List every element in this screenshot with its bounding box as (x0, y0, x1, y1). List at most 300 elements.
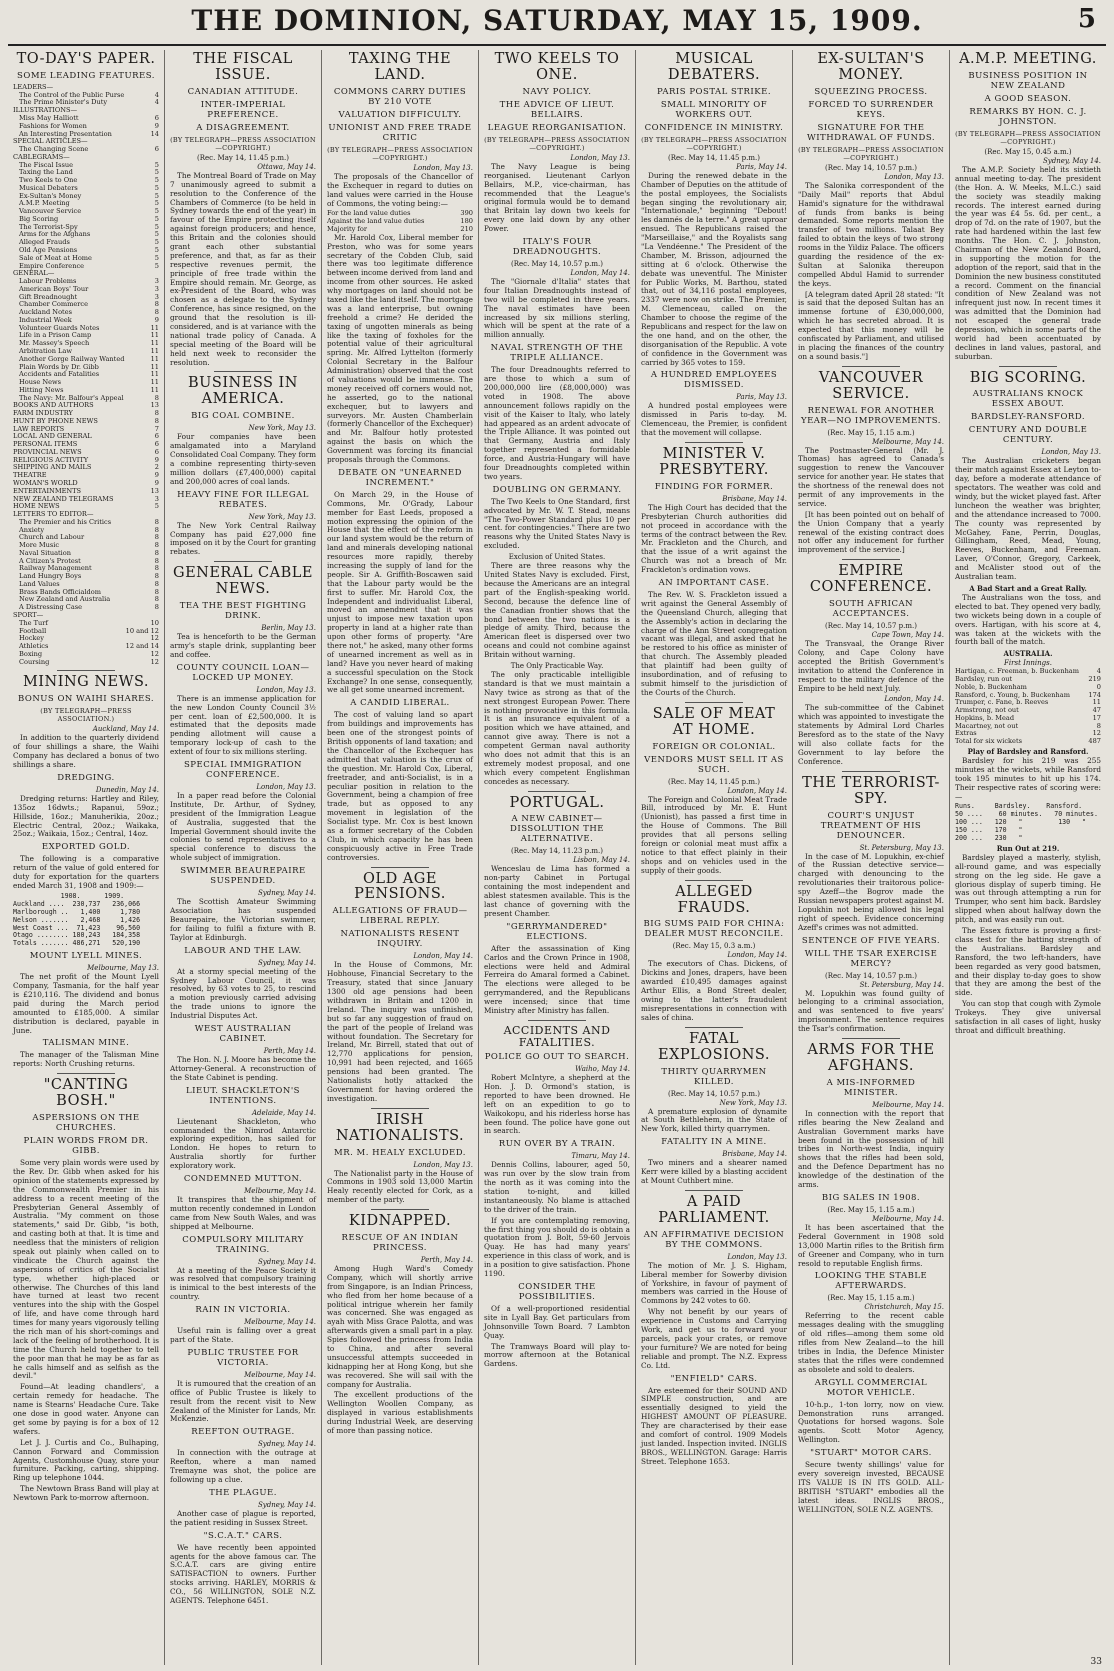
divider (214, 371, 272, 372)
article-text: The Two Keels to One Standard, first advocated by Mr. W. T. Stead, means "The Two-Power Standard plus 10 per cent. for contingencies." There are two reasons why the United States Navy is excluded. (484, 496, 630, 551)
contents-item-label: Volunteer Guards Notes (19, 323, 100, 332)
article-headline: IRISH NATIONALISTS. (335, 1111, 465, 1144)
article-subheading: SPECIAL IMMIGRATION CONFERENCE. (183, 760, 302, 781)
contents-item-label: Gift Breadnought (19, 292, 78, 301)
contents-item-page: 11 (150, 362, 159, 371)
contents-item-label: Hockey (19, 634, 45, 643)
contents-item-page: 11 (150, 378, 159, 387)
article-text: The motion of Mr. J. S. Higham, Liberal member for Sowerby division of Yorkshire, in favour of payment of members was carried in the House of Commons by 242 votes to 60. (641, 1260, 787, 1306)
contents-section-value: 5 (154, 502, 159, 511)
article-subheading: PARIS POSTAL STRIKE. (656, 86, 772, 97)
contents-item-page: 8 (154, 556, 159, 565)
article-text: The Nationalist party in the House of Commons in 1903 sold 13,000 Martin Healy recently elected for Cork, as a member of the party. (327, 1168, 473, 1205)
dateline: Sydney, May 14. (257, 1257, 316, 1266)
contents-section-label: RELIGIOUS ACTIVITY (13, 455, 89, 464)
article-subheading: RAIN IN VICTORIA. (195, 1305, 291, 1316)
scorecard-row-label: Macartney, not out (955, 721, 1019, 730)
contents-item-page: 11 (150, 331, 159, 340)
article-text: On March 29, in the House of Commons, Mr. O'Grady, Labour member for East Leeds, proposed a motion expressing the opinion of the House that the effect of the reform in our land system would be the return of land and minerals developing national resources more rapidly, thereby increasing the supply of land for the people. Sir A. Griffith-Boscawen said that the Labour party would be the first to suffer. Mr. Harold Cox, the Independent and individualist Liberal, moved an amendment that it was unjust to impose new taxation upon property in land at a higher rate than upon other forms of property. "Are there not," he asked, many other forms of unearned increment as well as in land? Have you never heard of making a successful speculation on the Stock Exchange? In one sense, consequently, we all get some unearned increment. (327, 489, 473, 695)
dateline: Adelaide, May 14. (251, 1108, 316, 1117)
contents-item (13, 659, 159, 667)
divider (57, 670, 115, 671)
article-subheading: A HUNDRED EMPLOYEES DISMISSED. (650, 370, 778, 391)
article-subheading: Exclusion of United States. (508, 553, 606, 562)
article-text: The net profit of the Mount Lyell Company, Tasmania, for the half year is £210,116. The dividend and bonus paid during the March period amounted to £185,000. A similar distribution is declared, payable in June. (13, 972, 159, 1035)
contents-item-page: 8 (154, 572, 159, 581)
article-subheading: AN AFFIRMATIVE DECISION BY THE COMMONS. (643, 1229, 785, 1250)
received-stamp: (Rec. May 15, 0.45 a.m.) (984, 147, 1072, 156)
contents-item-page: 3 (154, 277, 159, 286)
contents-item-label: Sale of Meat at Home (19, 253, 92, 262)
dateline: Ottawa, May 14. (257, 162, 316, 171)
scorecard-row-label: Hartigan, c. Freeman, b. Buckenham (955, 667, 1079, 676)
mining-story-heading: TALISMAN MINE. (42, 1038, 130, 1049)
dateline: Melbourne, May 14. (872, 1100, 944, 1109)
contents-item-page: 8 (154, 300, 159, 309)
received-stamp: (Rec. May 14, 11.45 p.m.) (668, 777, 760, 786)
article-subheading: MR. M. HEALY EXCLUDED. (334, 1147, 466, 1158)
article-headline: ACCIDENTS AND FATALITIES. (503, 1023, 611, 1050)
scorecard-row-value: 487 (1088, 737, 1101, 746)
page-number: 5 (1077, 4, 1096, 34)
article-text: In the case of M. Lopukhin, ex-chief of the Russian detective service—charged with denouncing to the revolutionaries their traitorous police-spy Azeff—the Bogrov made the Russian newspapers protest against M. Lopukhin not being allowed his legal right of speech. Evidence concerning Azeff's crimes was not admitted. (798, 851, 944, 932)
advertisement-heading: "ENFIELD" CARS. (670, 1373, 758, 1384)
scorecard-row-value: 11 (1092, 698, 1101, 707)
contents-item-label: The Terrorist-Spy (19, 222, 78, 231)
article-headline: THE FISCAL ISSUE. (193, 51, 293, 83)
contents-item-page: 3 (154, 284, 159, 293)
contents-item-label: Church and Labour (19, 533, 85, 542)
contents-item-page: 5 (154, 238, 159, 247)
contents-section-label: THEATRE (13, 471, 47, 480)
article-subheading: DEBATE ON "UNEARNED INCREMENT." (338, 467, 462, 488)
contents-item-label: Football (19, 626, 47, 635)
column-music (635, 50, 792, 1665)
article-subheading: A Bad Start and a Great Rally. (969, 583, 1087, 593)
contents-item-page: 11 (150, 370, 159, 379)
contents-item-label: Life in a Prison Camp (19, 331, 92, 340)
contents-item-page: 5 (154, 168, 159, 177)
rate-table-row: 50 .... 60 minutes. 70 minutes. (955, 810, 1098, 819)
divider (371, 1209, 429, 1210)
received-stamp: (Rec. May 14, 11.23 p.m.) (511, 847, 603, 856)
article-text: The Australians won the toss, and elected to bat. They opened very badly, two wickets being down in a couple of overs. Hartigan, with his score at 4, was taken at the wickets with the fourth ball of the match. (955, 592, 1101, 647)
contents-section-head: SPECIAL ARTICLES— (13, 137, 88, 146)
received-stamp: (Rec. May 14, 10.57 p.m.) (825, 163, 917, 172)
article-subheading: A CANDID LIBERAL. (350, 698, 450, 709)
article-headline: "CANTING BOSH." (43, 1077, 129, 1110)
contents-item-label: The Prime Minister's Duty (19, 98, 108, 107)
dateline: London, May 14. (413, 952, 473, 961)
divider (528, 1020, 586, 1021)
contents-section-value: 2 (154, 463, 159, 472)
article-text: The Salonika correspondent of the "Daily Mail" reports that Abdul Hamid's signature for the withdrawal of funds from banks is being demanded. Some reports mention the transfer of two millions. Talaat Bey failed to obtain the keys of two strong rooms in the Yildiz Palace. The officers guarding the residence of the ex-Sultan at Salonika thereupon compelled Abdul Hamid to surrender the keys. (798, 180, 944, 288)
article-subheading: NAVY POLICY. (522, 86, 592, 97)
scorecard-row-label: Extras (955, 729, 977, 738)
columns (8, 50, 1106, 1665)
divider (842, 366, 900, 367)
contents-item-page: 5 (154, 230, 159, 239)
masthead-title: THE DOMINION, SATURDAY, MAY 15, 1909. (191, 4, 923, 37)
dateline: St. Petersburg, May 13. (859, 843, 944, 852)
contents-item-page: 5 (154, 176, 159, 185)
contents-item-page: 5 (154, 191, 159, 200)
article-text: At a stormy special meeting of the Sydney Labour Council, it was resolved, by 63 votes to 25, to rescind a motion previously carried advising the trade unions to ignore the Industrial Disputes Act. (170, 966, 316, 1021)
dateline: Dunedin, May 14. (95, 785, 159, 794)
contents-item-label: Ex-Sultan's Money (19, 191, 82, 200)
dateline: Sydney, May 14. (257, 1440, 316, 1449)
received-stamp: (Rec. May 15, 1.15 a.m.) (827, 1205, 915, 1214)
contents-item-label: An Interesting Presentation (19, 129, 112, 138)
scorecard (955, 668, 1101, 746)
article-subheading: THE ADVICE OF LIEUT. BELLAIRS. (499, 99, 615, 120)
contents-item-label: Two Keels to One (19, 176, 78, 185)
article-subheading: NAVAL STRENGTH OF THE TRIPLE ALLIANCE. (490, 343, 624, 364)
article-subheading: COUNTY COUNCIL LOAN—LOCKED UP MONEY. (176, 662, 310, 683)
article-headline: VANCOUVER SERVICE. (818, 369, 924, 402)
gold-table-row: Otago ........ 180,243 184,358 (13, 931, 141, 940)
dateline: Melbourne, May 14. (244, 1186, 316, 1195)
article-text: The following is a comparative return of the value of gold entered for duty for exportation for the quarters ended March 31, 1908 and 1909:— (13, 854, 159, 890)
article-subheading: FORCED TO SURRENDER KEYS. (808, 99, 934, 120)
article-headline: TAXING THE LAND. (348, 51, 452, 83)
dateline: Melbourne, May 14. (244, 1370, 316, 1379)
dateline: Brisbane, May 14. (722, 1150, 787, 1159)
gold-table-row: West Coast ... 71,423 96,560 (13, 923, 141, 932)
article-headline: A PAID PARLIAMENT. (658, 1193, 770, 1226)
contents-item-page: 5 (154, 183, 159, 192)
rate-table-row: 100 ... 120 " 130 " (955, 818, 1087, 827)
article-text: The cost of valuing land so apart from buildings and improvements has been one of the strongest points of British opponents of land taxation; and the Chancellor of the Exchequer has admitted that valuation is the crux of the question. Mr. Harold Cox, Liberal, freetrader, and anti-Socialist, is in a peculiar position in relation to the Government, being a champion of free trade, but as opposed to any movement in legislation of the Socialist type. Mr. Cox is best known as a former secretary of the Cobden Club, in which capacity he has been conspicuously active in Free Trade controversies. (327, 710, 473, 862)
received-stamp: (Rec. May 14, 11.45 p.m.) (668, 153, 760, 162)
contents-item-label: Taxing the Land (19, 168, 73, 177)
article-subheading: COURT'S UNJUST TREATMENT OF HIS DENOUNCER. (820, 810, 922, 841)
article-subheading: RUN OVER BY A TRAIN. (498, 1139, 616, 1150)
contents-item-page: 11 (150, 346, 159, 355)
contents-section-head: ILLUSTRATIONS— (13, 106, 78, 115)
article-text: It is rumoured that the creation of an office of Public Trustee is likely to result from the recent visit to New Zealand of the Minister for Lands, Mr. McKenzie. (170, 1378, 316, 1424)
article-subheading: WEST AUSTRALIAN CABINET. (194, 1023, 292, 1044)
article-text: [A telegram dated April 28 stated: "It is said that the deposed Sultan has an immense fortune of £30,000,000, which he has secreted abroad. It is expected that this money will be confiscated by Parliament, and utilised in placing the finances of the country on a sound basis."] (798, 289, 944, 361)
contents-section-head: CABLEGRAMS— (13, 152, 70, 161)
scorecard-row-value: 17 (1092, 713, 1101, 722)
dateline: Sydney, May 14. (257, 889, 316, 898)
advertisement-text: If you are contemplating removing, the first thing you should do is obtain a quotation from J. Bolt, 59-60 Jervois Quay. He has had many years' experience in this class of work, and is in a position to give satisfaction. Phone 1190. (484, 1215, 630, 1279)
article-subheading: RENEWAL FOR ANOTHER YEAR—NO IMPROVEMENTS. (800, 405, 942, 426)
contents-item-page: 8 (154, 308, 159, 317)
contents-item-label: Mr. Massey's Speech (19, 339, 90, 348)
contents-item-label: Brass Bands Officialdom (19, 587, 102, 596)
divider (214, 561, 272, 562)
contents-item-page: 8 (154, 517, 159, 526)
article-text: It transpires that the shipment of mutton recently condemned in London came from New South Wales, and was shipped at Melbourne. (170, 1194, 316, 1231)
contents-section-value: 6 (154, 432, 159, 441)
contents-item-page: 8 (154, 587, 159, 596)
article-headline: ARMS FOR THE AFGHANS. (807, 1042, 935, 1074)
contents-item-label: Coursing (19, 657, 50, 666)
dateline: London, May 13. (256, 685, 316, 694)
dateline: Sydney, May 14. (1042, 156, 1101, 165)
contents-item-page: 8 (154, 525, 159, 534)
article-text: The four Dreadnoughts referred to are those to which a sum of 200,000,000 lire (£8,000,000) was voted in 1908. The above announcement follows rapidly on the visit of the Kaiser to Italy, who lately had appeared as an ardent advocate of the Triple Alliance. It was pointed out that Germany, Austria and Italy together represented a formidable force, and Austria-Hungary will have four Dreadnoughts completed within two years. (484, 365, 630, 481)
article-subheading: WILL THE TSAR EXERCISE MERCY? (804, 948, 938, 969)
article-subheading: CENTURY AND DOUBLE CENTURY. (968, 425, 1088, 446)
contents-item-label: A.M.P. Meeting (19, 199, 70, 208)
article-subheading: Run Out at 219. (996, 843, 1060, 853)
article-text: The Rev. W. S. Frackleton issued a writ against the General Assembly of the Queensland Church, alleging that the Assembly's action in declaring the charge of the Ann Street congregation vacant was illegal, and asked that he be restored to his office as minister of that church. The Assembly pleaded that plaintiff had been guilty of insubordination, and of refusing to submit himself to the jurisdiction of the Courts of the Church. (641, 590, 787, 697)
contents-item-label: Land Hungry Boys (19, 572, 82, 581)
contents-section-head: GENERAL— (13, 269, 55, 278)
article-text: Tea is henceforth to be the German army's staple drink, supplanting beer and coffee. (170, 632, 316, 659)
contents-item-page: 12 (150, 657, 159, 666)
article-subheading: CONFIDENCE IN MINISTRY. (644, 122, 784, 133)
contents-section-label: LOCAL AND GENERAL (13, 432, 92, 441)
advertisement-text: Are esteemed for their SOUND AND SIMPLE construction, and are essentially designed to yield the HIGHEST AMOUNT OF PLEASURE. They are characterised by their ease and comfort of control. 1909 Models just landed. Inspection invited. INGLIS BROS., WELLINGTON. Garage: Harris Street. Telephone 1653. (641, 1385, 787, 1466)
dateline: New York, May 13. (248, 424, 316, 433)
received-stamp: (Rec. May 14, 11.45 p.m.) (197, 153, 289, 162)
contents-item-label: More Music (19, 541, 60, 550)
advertisement-heading: ARGYLL COMMERCIAL MOTOR VEHICLE. (814, 1377, 928, 1398)
masthead-rule (8, 44, 1106, 46)
article-subheading: COMPULSORY MILITARY TRAINING. (182, 1234, 304, 1255)
article-subheading: SMALL MINORITY OF WORKERS OUT. (660, 99, 768, 120)
article-text: The Newtown Brass Band will play at Newtown Park to-morrow afternoon. (13, 1484, 159, 1503)
scorecard-row-value: 219 (1088, 675, 1101, 684)
contents-item-label: The Control of the Public Purse (19, 90, 125, 99)
article-text: In a paper read before the Colonial Institute, Dr. Arthur, of Sydney, president of the Immigration League of Australia, suggested that the Imperial Government should invite the colonies to send representatives to a special conference to discuss the whole subject of immigration. (170, 791, 316, 863)
rate-table (955, 811, 1101, 843)
scorecard-title: AUSTRALIA. (1003, 649, 1053, 659)
contents-item-page: 10 (150, 618, 159, 627)
scorecard-row-label: Trumper, c. Fane, b. Reeves (955, 698, 1049, 707)
contents-item-label: Empire Conference (19, 261, 85, 270)
article-subheading: PLAIN WORDS FROM DR. GIBB. (23, 1136, 149, 1157)
dateline: New York, May 13. (719, 1098, 787, 1107)
article-subheading: UNIONIST AND FREE TRADE CRITIC (328, 122, 472, 143)
article-text: Referring to the recent cable messages dealing with the smuggling of old rifles—among them some old rifles from New Zealand—to the hill tribes in India, the Defence Minister states that the rifles were condemned as obsolete and sold to dealers. (798, 1311, 944, 1374)
received-stamp: (Rec. May 14, 10.57 p.m.) (511, 260, 603, 268)
mining-title: MINING NEWS. (22, 674, 150, 691)
divider (842, 1038, 900, 1039)
article-subheading: SENTENCE OF FIVE YEARS. (801, 935, 941, 946)
article-text: A hundred postal employees were dismissed in Paris to-day. M. Clemenceau, the Premier, is confident that the movement will collapse. (641, 401, 787, 438)
contents-item-label: A Distressing Case (19, 603, 83, 612)
contents-item-label: Accidents and Fatalities (19, 370, 100, 379)
article-subheading: HEAVY FINE FOR ILLEGAL REBATES. (177, 489, 309, 510)
dateline: London, May 13. (570, 153, 630, 162)
article-subheading: BIG COAL COMBINE. (191, 411, 295, 422)
contents-item-label: Labour Problems (19, 277, 77, 286)
contents-item-page: 8 (154, 548, 159, 557)
vote-row-value: 210 (460, 224, 473, 233)
contents-item-label: Land Values (19, 579, 60, 588)
article-subheading: TEA THE BEST FIGHTING DRINK. (179, 601, 307, 622)
contents-item-page: 6 (154, 145, 159, 154)
contents-section-label: WOMAN'S WORLD (13, 478, 78, 487)
scorecard-row-label: Noble, b. Buckenham (955, 682, 1027, 691)
dateline: Melbourne, May 13. (87, 964, 159, 973)
contents-item-label: Miss May Halliott (19, 114, 79, 122)
contents-item-page: 12 (150, 634, 159, 643)
dateline: St. Petersburg, May 14. (859, 980, 944, 989)
article-headline: OLD AGE PENSIONS. (354, 870, 446, 903)
dateline: Melbourne, May 14. (244, 1318, 316, 1327)
article-text: Dennis Collins, labourer, aged 50, was run over by the slow train from the north as it was coming into the station to-night, and killed instantaneously. No blame is attached to the driver of the train. (484, 1160, 630, 1214)
article-text: The proposals of the Chancellor of the Exchequer in regard to duties on land values were carried in the House of Commons, the voting being:— (327, 171, 473, 208)
article-subheading: SOUTH AFRICAN ACCEPTANCES. (828, 599, 914, 620)
article-text: The manager of the Talisman Mine reports: North Crushing returns. (13, 1050, 159, 1069)
contents-item-page: 12 (150, 649, 159, 658)
article-text: It has been ascertained that the Federal Government in 1908 sold 13,000 Martin rifles to the British firm of Greener and Company, who in turn resold to reputable English firms. (798, 1222, 944, 1268)
article-subheading: A NEW CABINET—DISSOLUTION THE ALTERNATIVE. (510, 814, 604, 845)
article-text: Mr. Harold Cox, Liberal member for Preston, who was for some years secretary of the Cobden Club, said there was too legitimate difference between income derived from land and income from other sources. He asked why mortgages on land should not be taxed like the land itself. The mortgage was a land enterprise, but owning freehold a crime? He derided the taxing of ungotten minerals as being like the taxing of foxholes for the potential value of their agricultural spring. Mr. Alfred Lyttelton (formerly Colonial Secretary in the Balfour Administration) observed that the cost of valuations would be immense. The money received off corners would not, he asserted, go to the national exchequer, but to lawyers and surveyors. Mr. Austen Chamberlain (formerly Chancellor of the Exchequer) and Mr. Balfour hotly protested against the basis on which the Government was forcing its financial proposals through the Commons. (327, 232, 473, 464)
contents-item-page: 4 (154, 90, 159, 99)
contents-item-page: 4 (154, 98, 159, 107)
article-text: M. Lopukhin was found guilty of belonging to a criminal association, and was sentenced to five years' imprisonment. The sentence requires the Tsar's confirmation. (798, 988, 944, 1034)
divider (371, 1108, 429, 1109)
column-land (321, 50, 478, 1665)
mining-story-heading: DREDGING. (57, 772, 115, 783)
article-text: Another case of plague is reported, the patient residing in Sussex Street. (170, 1508, 316, 1527)
article-subheading: LOOKING THE STABLE AFTERWARDS. (814, 1271, 928, 1292)
contents-item-page: 9 (154, 315, 159, 324)
article-text: The Tramways Board will play to-morrow afternoon at the Botanical Gardens. (484, 1341, 630, 1369)
advertisement-heading: "S.C.A.T." CARS. (203, 1530, 283, 1541)
contents-subtitle: SOME LEADING FEATURES. (17, 70, 155, 81)
dateline: London, May 13. (1041, 448, 1101, 457)
byline: (BY TELEGRAPH—PRESS ASSOCIATION—COPYRIGHT.) (327, 145, 473, 162)
rate-table-row: 200 ... 230 " (955, 834, 1023, 843)
gold-table-row: Nelson ....... 2,468 1,426 (13, 915, 141, 924)
contents-item-label: Arms for the Afghans (19, 230, 91, 239)
divider (685, 880, 743, 881)
contents-item-label: The Changing Scene (19, 145, 89, 154)
article-subheading: LIEUT. SHACKLETON'S INTENTIONS. (185, 1085, 300, 1106)
divider (685, 1190, 743, 1191)
article-subheading: SIGNATURE FOR THE WITHDRAWAL OF FUNDS. (806, 122, 936, 143)
rate-table-row: 150 ... 170 " (955, 826, 1023, 835)
contents-item-label: Arbitration Law (19, 346, 73, 355)
contents-item-label: Alleged Frauds (19, 238, 70, 247)
contents-item-page: 11 (150, 339, 159, 348)
contents-section-label: LAW REPORTS (13, 424, 65, 433)
article-text: There are three reasons why the United States Navy is excluded. First, because the Americans are an integral part of the English-speaking world. Second, because the defence line of the Canadian frontier shows that the bond between the two nations is a pledge of amity. Third, because the American fleet is dispersed over two oceans and could not combine against Britain without warning. (484, 561, 630, 660)
contents-section-label: PROVINCIAL NEWS (13, 447, 82, 456)
dateline: Sydney, May 14. (257, 1500, 316, 1509)
article-subheading: LABOUR AND THE LAW. (184, 945, 302, 956)
divider (842, 559, 900, 560)
article-subheading: ALLEGATIONS OF FRAUD—LIBERAL REPLY. (332, 906, 468, 927)
divider (685, 1027, 743, 1028)
article-subheading: BUSINESS POSITION IN NEW ZEALAND (968, 70, 1088, 91)
dateline: London, May 14. (727, 786, 787, 795)
gold-table-row: Marlborough .. 1,400 1,780 (13, 907, 141, 916)
contents-section-label: HUNT BY PHONE NEWS (13, 416, 98, 425)
advertisement-text: We have recently been appointed agents for the above famous car. The S.C.A.T. cars are giving entire SATISFACTION to owners. Further stocks arriving. HARLEY, MORRIS & CO., 56 WILLINGTON, SOLE N.Z. AGENTS. Telephone 6451. (170, 1542, 316, 1606)
corner-mark: 33 (1090, 1657, 1102, 1667)
contents-item-label: Naval Situation (19, 548, 71, 557)
dateline: Waiho, May 14. (575, 1065, 630, 1074)
contents-section-head: LEADERS— (13, 82, 54, 91)
contents-item-page: 12 and 14 (125, 642, 159, 651)
article-subheading: DOUBLING ON GERMANY. (492, 484, 622, 495)
contents-item-label: Anxiety (19, 525, 45, 534)
divider (371, 867, 429, 868)
contents-item-label: Athletics (19, 642, 49, 651)
scorecard-row-label: Armstrong, not out (955, 706, 1019, 715)
article-subheading: FOREIGN OR COLONIAL. (652, 741, 776, 752)
advertisement-text: Secure twenty shillings' value for every sovereign invested, BECAUSE ITS VALUE IS IN ITS GOLD. ALL-BRITISH "STUART" embodies all the latest ideas. INGLIS BROS., WELLINGTON, SOLE N.Z. AGENTS. (798, 1460, 944, 1514)
scorecard-row-label: Hopkins, b. Mead (955, 713, 1015, 722)
article-text: Four companies have been amalgamated into a Maryland Consolidated Coal Company. They form a combine representing thirty-seven million dollars (£7,400,000) capital and 200,000 acres of coal lands. (170, 432, 316, 486)
article-headline: MINISTER V. PRESBYTERY. (659, 446, 769, 478)
article-text: Let J. J. Curtis and Co., Bulhaping, Cannon Forward and Commission Agents, Customhouse Quay, store your furniture. Packing, carting, shipping. Ring up telephone 1044. (13, 1437, 159, 1483)
article-text: Bardsley for his 219 was 255 minutes at the wickets, while Ransford took 195 minutes to hit up his 174. Their respective rates of scoring were:— (955, 755, 1101, 801)
gold-table (13, 901, 159, 948)
divider (57, 1073, 115, 1074)
dateline: London, May 13. (256, 783, 316, 792)
contents-item-label: Vancouver Service (19, 207, 82, 216)
article-subheading: VALUATION DIFFICULTY. (338, 109, 462, 120)
article-headline: BUSINESS IN AMERICA. (188, 375, 298, 408)
article-subheading: "GERRYMANDERED" ELECTIONS. (506, 921, 608, 942)
article-subheading: COMMONS CARRY DUTIES BY 210 VOTE (333, 86, 467, 107)
vote-row-label: For the land value duties (327, 209, 411, 218)
article-text: The Essex fixture is proving a first-class test for the batting strength of the Australians. Bardsley and Ransford, the two left-handers, have been regarded as very good batsmen, and their display to-day goes to show that they are among the best of the side. (955, 926, 1101, 998)
article-text: The A.M.P. Society held its sixtieth annual meeting to-day. The president (the Hon. A. W. Meeks, M.L.C.) said the society was steadily making records. The interest earned during the year was £4 5s. 6d. per cent., a drop of 7d. on the rate of 1907, but the rate had hardened within the last few months. The Hon. C. J. Johnston, Chairman of the New Zealand Board, in supporting the motion for the adoption of the report, said that in the Dominion the new business constituted a record. Comment on the financial condition of New Zealand was not infrequent just now. In recent times it was admitted that the Dominion had not escaped the general trade depression, which in some parts of the world had been accentuated by declines in land values, pastoral, and suburban. (955, 164, 1101, 361)
article-subheading: The Only Practicable Way. (510, 661, 604, 670)
article-subheading: CONDEMNED MUTTON. (183, 1173, 303, 1184)
article-text: The New York Central Railway Company has paid £27,000 fine imposed on it by the Court for granting rebates. (170, 520, 316, 557)
article-text: The Foreign and Colonial Meat Trade Bill, introduced by Mr. E. Hunt (Unionist), has passed a first time in the House of Commons. The Bill provides that all persons selling foreign or colonial meat must affix a notice to that effect plainly in their shops and on vehicles used in the supply of their goods. (641, 794, 787, 875)
article-text: Some very plain words were used by the Rev. Dr. Gibb when asked for his opinion of the statements expressed by the Commonwealth Premier in his address to a recent meeting of the Presbyterian General Assembly of Australia. "My comment on those statements," said Dr. Gibb, "is both, and casting both at that. It is time and needless that the ministers of religion speak out plainly when called on to vindicate the Church against the aspersions of critics of the Socialist type, whether high-placed or otherwise. The Churches of this land have turned at least two recent ventures into the ship with the Gospel of life, and have come through hard times for many years vigorously telling the rich man of his short-comings and lack of the feeling of brotherhood. It is time the Church held together to tell the poor man that he may be as far as he calls himself and as selfish as the devil." (13, 1158, 159, 1381)
dateline: Paris, May 14. (736, 162, 787, 171)
dateline: London, May 14. (884, 695, 944, 704)
contents-item-page: 11 (150, 323, 159, 332)
contents-item-label: Industrial Week (19, 315, 72, 324)
contents-section-value: 8 (154, 409, 159, 418)
article-text: The only practicable intelligible standard is that we must maintain a Navy twice as strong as that of the next strongest European Power. There is nothing provocative in this formula. It is an insurance equivalent of a position which we have attained, and cannot give away. There is not a competent German naval authority who does not admit that this is an extremely modest proposal, and one which every competent Englishman concedes as necessary. (484, 669, 630, 786)
dateline: London, May 14. (727, 951, 787, 960)
contents-section-value: 13 (150, 486, 159, 495)
contents-item-page: 8 (154, 541, 159, 550)
article-text: The Hon. N. J. Moore has become the Attorney-General. A reconstruction of the State Cabinet is pending. (170, 1054, 316, 1082)
article-text: Among Hugh Ward's Comedy Company, which will shortly arrive from Singapore, is an Indian Princess, who fled from her home because of a political intrigue wherein her family was concerned. She was engaged as ayah with Miss Grace Palotta, and was afterwards given a small part in a play. Spies followed the princess from India to China, and after several unsuccessful attempts succeeded in kidnapping her at Hong Kong, but she was recovered. She will sail with the company for Australia. (327, 1264, 473, 1389)
scorecard-row-value: 8 (1096, 721, 1101, 730)
article-text: The excellent productions of the Wellington Woollen Company, as displayed in various establishments during Industrial Week, are deserving of more than passing notice. (327, 1390, 473, 1436)
article-text: The executors of Chas. Dickens, of Dickins and Jones, drapers, have been awarded £10,495 damages against Arthur Ellis, a Bond Street dealer, owing to the latter's fraudulent misrepresentations in connection with sales of china. (641, 959, 787, 1022)
contents-item-page: 5 (154, 199, 159, 208)
received-stamp: (Rec. May 14, 10.57 p.m.) (825, 971, 917, 980)
gold-table-row: Totals ....... 486,271 520,190 (13, 939, 141, 948)
mining-story-heading: EXPORTED GOLD. (41, 842, 131, 853)
contents-item-label: Boxing (19, 649, 43, 658)
dateline: Berlin, May 13. (261, 624, 316, 633)
article-text: Wenceslau de Lima has formed a non-party Cabinet in Portugal containing the most independent and ablest statesmen available. This is the last chance of governing with the present Chamber. (484, 864, 630, 918)
received-stamp: (Rec. May 14, 10.57 p.m.) (668, 1089, 760, 1098)
article-headline: GENERAL CABLE NEWS. (172, 565, 313, 598)
contents-section-value: 7 (154, 424, 159, 433)
contents-item-label: New Zealand and Australia (19, 595, 111, 604)
article-subheading: POLICE GO OUT TO SEARCH. (484, 1052, 630, 1063)
article-text: The High Court has decided that the Presbyterian Church authorities did not proceed in accordance with the terms of the contract between the Rev. Mr. Frackleton and the Church, and that the issue of a writ against the Church was not a breach of Mr. Frackleton's ordination vows. (641, 502, 787, 575)
article-text: The Postmaster-General (Mr. J. Thomas) has agreed to Canada's suggestion to renew the Vancouver service for another year. He states that the shortness of the renewal does not permit of any improvements in the service. (798, 445, 944, 508)
article-subheading: CANADIAN ATTITUDE. (187, 86, 299, 97)
vote-row-value: 180 (460, 217, 473, 226)
article-headline: A.M.P. MEETING. (959, 51, 1097, 67)
article-headline: MUSICAL DEBATERS. (667, 51, 761, 83)
contents-item-page: 8 (154, 393, 159, 402)
